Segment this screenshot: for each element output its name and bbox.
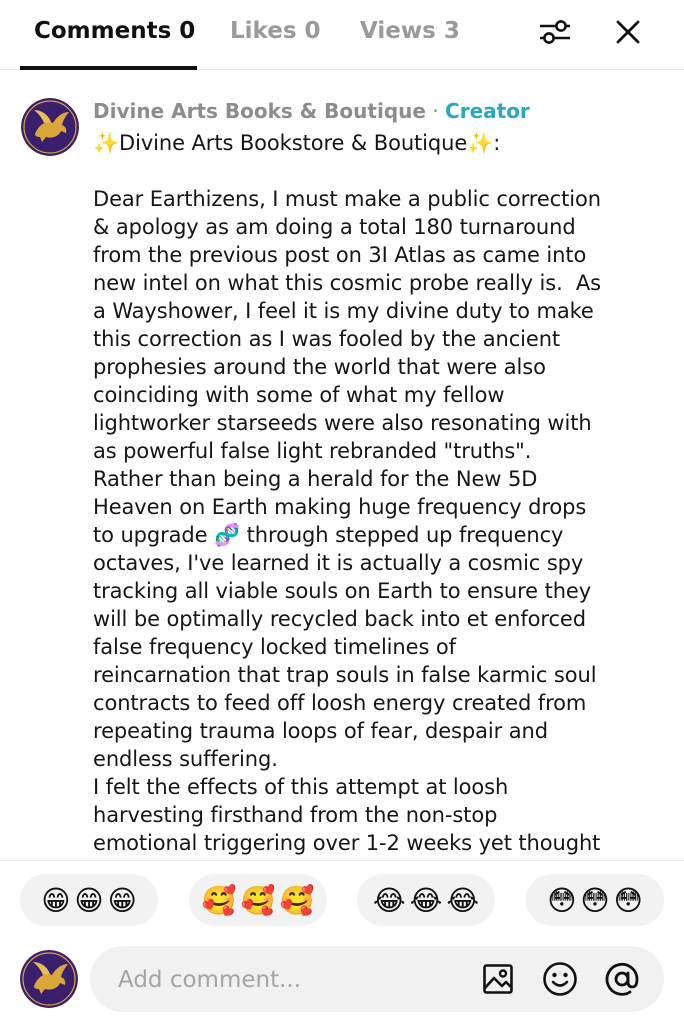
tab-views[interactable]: Views 3 [360,18,460,44]
comment-text-line: new intel on what this cosmic probe really is. As [93,271,601,295]
comment-text-line: emotional triggering over 1-2 weeks yet thought [93,831,601,855]
comment-text-line: will be optimally recycled back into et enforced [93,607,586,631]
flushed-emoji: 😳 [613,883,643,917]
comment-text-line: this correction as I was fooled by the ancient [93,327,561,351]
filter-button[interactable] [537,14,573,50]
comment-text [93,129,673,860]
flushed-emoji: 😳 [580,883,610,917]
comment-composer [90,946,664,1012]
comment-text-line: Heaven on Earth making huge frequency drops [93,495,587,519]
comment-text-line: I felt the effects of this attempt at loosh [93,775,509,799]
sliders-icon [538,17,572,47]
smiling-hearts-emoji: 🥰 [201,883,237,917]
grin-emoji: 😁 [41,883,71,917]
flushed-emoji: 😳 [547,883,577,917]
tab-comments[interactable]: Comments 0 [34,18,196,44]
pegasus-logo-icon [21,98,79,156]
emoji-picker-button[interactable] [542,961,578,997]
grin-emoji: 😁 [74,883,104,917]
comment-text-line: from the previous post on 3I Atlas as came into [93,243,587,267]
reaction-chip-flushed[interactable] [526,874,664,926]
pegasus-logo-icon [20,950,78,1008]
comment-text-line: Dear Earthizens, I must make a public correction [93,187,601,211]
comment-text-line: endless suffering. [93,747,278,771]
comment-text-line: a Wayshower, I feel it is my divine duty to make [93,299,594,323]
comment-text-line [93,157,673,185]
comment-text-line: to upgrade 🧬 through stepped up frequency [93,523,564,547]
comment-text-line: octaves, I've learned it is actually a cosmic spy [93,551,584,575]
grin-emoji: 😁 [107,883,137,917]
comments-header [0,0,684,70]
close-icon [616,20,640,44]
comment-text-line: contracts to feed off loosh energy created from [93,691,587,715]
comment-text-line: tracking all viable souls on Earth to ensure they [93,579,592,603]
comment-text-line: ✨Divine Arts Bookstore & Boutique✨: [93,131,501,155]
comment-author-line [93,99,530,123]
close-button[interactable] [610,14,646,50]
reaction-chip-hearts[interactable] [189,874,327,926]
comment-text-line: prophesies around the world that were also [93,355,546,379]
comment-text-line: Rather than being a herald for the New 5D [93,467,538,491]
comment-text-line: lightworker starseeds were also resonating with [93,411,592,435]
smiling-hearts-emoji: 🥰 [279,883,315,917]
tears-of-joy-emoji: 😂 [409,883,443,917]
image-icon [482,963,514,995]
author-avatar[interactable] [21,98,79,156]
comment-text-line: reincarnation that trap souls in false karmic soul [93,663,597,687]
tab-likes[interactable]: Likes 0 [230,18,321,44]
tears-of-joy-emoji: 😂 [372,883,406,917]
author-name[interactable]: Divine Arts Books & Boutique [93,99,426,123]
comment-text-line: as powerful false light rebranded "truths". [93,439,532,463]
author-separator: · [425,99,446,123]
comment-text-line: repeating trauma loops of fear, despair and [93,719,548,743]
reaction-chip-grin[interactable] [20,874,158,926]
creator-badge: Creator [445,99,530,123]
mention-button[interactable] [604,961,640,997]
reaction-chip-laugh[interactable] [357,874,495,926]
comment-text-line: false frequency locked timelines of [93,635,456,659]
active-tab-indicator [20,66,197,70]
smiling-hearts-emoji: 🥰 [240,883,276,917]
comment-input[interactable] [116,946,460,1014]
comment-text-line: harvesting firsthand from the non-stop [93,803,498,827]
current-user-avatar [20,950,78,1008]
comment-text-line: & apology as am doing a total 180 turnaround [93,215,576,239]
smiley-icon [542,961,578,997]
attach-image-button[interactable] [480,961,516,997]
tears-of-joy-emoji: 😂 [446,883,480,917]
at-sign-icon [604,961,640,997]
divider [0,860,684,861]
comment-text-line: coinciding with some of what my fellow [93,383,505,407]
